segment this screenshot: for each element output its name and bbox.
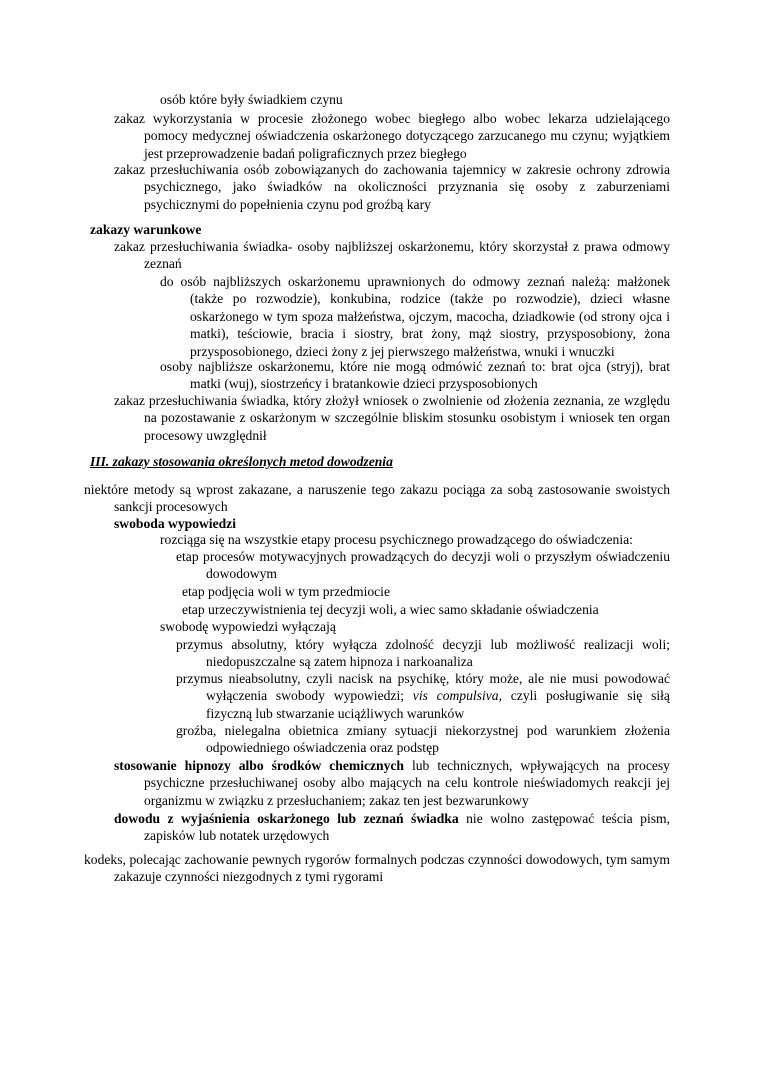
list-item: swobodę wypowiedzi wyłączają (160, 619, 336, 634)
list-item: przymus absolutny, który wyłącza zdolność decyzji lub możliwość realizacji woli; niedopuszczalne są zatem hipnoza i narkoanaliza (176, 637, 670, 670)
list-item-text: lub technicznych, wpływających na procesy psychiczne przesłuchiwanej osoby albo mających na celu kontrole nieświadomych reakcji jej organizmu w związku z przesłuchaniem; zakaz ten jest bezwarunkowy (144, 758, 670, 808)
paragraph: kodeks, polecając zachowanie pewnych rygorów formalnych podczas czynności dowodowych, tym samym zakazuje czynności niezgodnych z tymi rygorami (84, 852, 670, 885)
list-item (114, 810, 670, 845)
list-item (176, 670, 670, 722)
list-item: zakaz przesłuchiwania świadka, który złożył wniosek o zwolnienie od złożenia zeznania, ze względu na pozostawanie z oskarżonym w szczególnie bliskim stosunku osobistym i wniosek ten organ procesowy uwzględnił (114, 393, 670, 443)
latin-term: vis compulsiva (412, 688, 499, 704)
list-item: rozciąga się na wszystkie etapy procesu psychicznego prowadzącego do oświadczenia: (160, 532, 633, 547)
list-item: zakaz wykorzystania w procesie złożonego wobec biegłego albo wobec lekarza udzielającego pomocy medycznej oświadczenia oskarżonego dotyczącego zarzucanego mu czynu; wyjątkiem jest przeprowadzenie badań poligraficznych przez biegłego (114, 111, 670, 161)
list-item: zakaz przesłuchiwania świadka- osoby najbliższej oskarżonemu, który skorzystał z prawa odmowy zeznań (114, 239, 670, 272)
list-item: do osób najbliższych oskarżonemu uprawnionych do odmowy zeznań należą: małżonek (także po rozwodzie), konkubina, rodzice (także po rozwodzie), dzieci własne oskarżonego w tym spoza małżeństwa, ojczym, macocha, dziadkowie (od strony ojca i matki), teściowie, bracia i siostry, brat żony, mąż siostry, przysposobiony, żona przysposobionego, dzieci żony z jej pierwszego małżeństwa, wnuki i wnuczki (160, 274, 670, 359)
list-item: etap procesów motywacyjnych prowadzących do decyzji woli o przyszłym oświadczeniu dowodowym (176, 549, 670, 582)
list-item (114, 757, 670, 809)
list-item: etap podjęcia woli w tym przedmiocie (182, 584, 390, 599)
subheading: zakazy warunkowe (90, 222, 202, 237)
list-item: osób które były świadkiem czynu (160, 92, 343, 107)
list-item: etap urzeczywistnienia tej decyzji woli, a wiec samo składanie oświadczenia (182, 602, 599, 617)
section-title: III. zakazy stosowania określonych metod dowodzenia (90, 454, 393, 469)
subheading: swoboda wypowiedzi (114, 516, 236, 531)
list-item-text: nie wolno zastępować teścia pism, zapisków lub notatek urzędowych (144, 811, 670, 844)
list-item: osoby najbliższe oskarżonemu, które nie mogą odmówić zeznań to: brat ojca (stryj), brat matki (wuj), siostrzeńcy i bratankowie dzieci przysposobionych (160, 359, 670, 392)
paragraph: niektóre metody są wprost zakazane, a naruszenie tego zakazu pociąga za sobą zastosowanie swoistych sankcji procesowych (84, 482, 670, 515)
list-item: zakaz przesłuchiwania osób zobowiązanych do zachowania tajemnicy w zakresie ochrony zdrowia psychicznego, jako świadków na okoliczności przyznania się osoby z zaburzeniami psychicznymi do popełnienia czynu pod groźbą kary (114, 162, 670, 212)
list-item-text: , czyli posługiwanie się siłą fizyczną lub stwarzanie uciążliwych warunków (206, 688, 670, 721)
list-item-text: przymus nieabsolutny, czyli nacisk na psychikę, który może, ale nie musi powodować wyłączenia swobody wypowiedzi; (176, 671, 670, 704)
list-item: groźba, nielegalna obietnica zmiany sytuacji niekorzystnej pod warunkiem złożenia odpowiedniego oświadczenia oraz podstęp (176, 723, 670, 756)
bold-term: dowodu z wyjaśnienia oskarżonego lub zeznań świadka (114, 811, 459, 826)
bold-term: stosowanie hipnozy albo środków chemicznych (114, 758, 404, 773)
